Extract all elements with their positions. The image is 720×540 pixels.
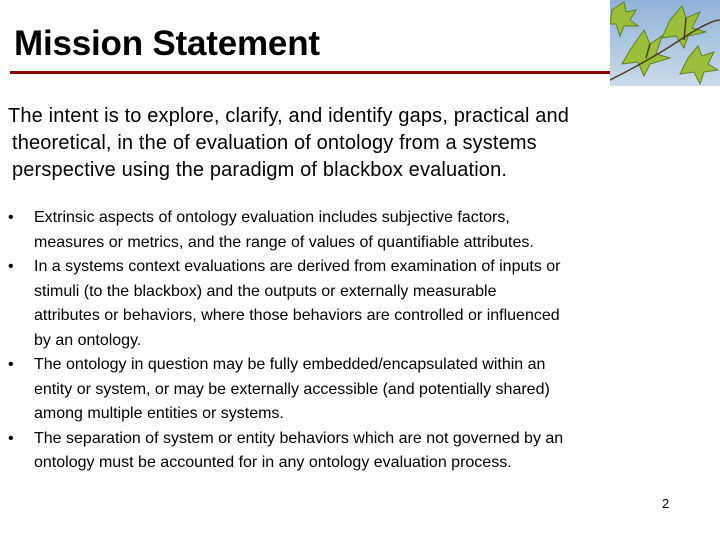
bullet-item bbox=[0, 206, 700, 255]
bullet-icon: • bbox=[8, 209, 14, 226]
bullet-icon: • bbox=[8, 258, 14, 275]
bullet-icon: • bbox=[8, 429, 14, 447]
bullet-item bbox=[0, 427, 700, 476]
bullet-line: measures or metrics, and the range of values of quantifiable attributes. bbox=[34, 233, 534, 251]
bullet-item bbox=[0, 255, 700, 353]
mission-intro bbox=[8, 103, 708, 184]
bullet-line: by an ontology. bbox=[34, 331, 142, 349]
intro-line: perspective using the paradigm of blackbox evaluation. bbox=[12, 159, 508, 181]
bullet-item bbox=[0, 353, 700, 427]
slide-title: Mission Statement bbox=[14, 24, 320, 63]
bullet-line: The separation of system or entity behaviors which are not governed by an bbox=[34, 429, 564, 447]
bullet-line: Extrinsic aspects of ontology evaluation includes subjective factors, bbox=[34, 209, 510, 226]
bullet-line: In a systems context evaluations are derived from examination of inputs or bbox=[34, 258, 561, 275]
bullet-line: stimuli (to the blackbox) and the outputs or externally measurable bbox=[34, 282, 497, 300]
intro-line: The intent is to explore, clarify, and identify gaps, practical and bbox=[8, 105, 570, 127]
bullet-line: ontology must be accounted for in any ontology evaluation process. bbox=[34, 454, 512, 471]
bullet-line: The ontology in question may be fully embedded/encapsulated within an bbox=[34, 356, 546, 373]
title-divider bbox=[10, 71, 610, 74]
leaves-photo bbox=[610, 0, 720, 86]
bullet-list bbox=[0, 206, 700, 476]
bullet-line: among multiple entities or systems. bbox=[34, 405, 284, 422]
intro-line: theoretical, in the of evaluation of ontology from a systems bbox=[12, 132, 537, 154]
page-number: 2 bbox=[662, 496, 670, 511]
bullet-line: attributes or behaviors, where those behaviors are controlled or influenced bbox=[34, 307, 560, 324]
bullet-icon: • bbox=[8, 356, 14, 373]
bullet-line: entity or system, or may be externally accessible (and potentially shared) bbox=[34, 380, 550, 398]
